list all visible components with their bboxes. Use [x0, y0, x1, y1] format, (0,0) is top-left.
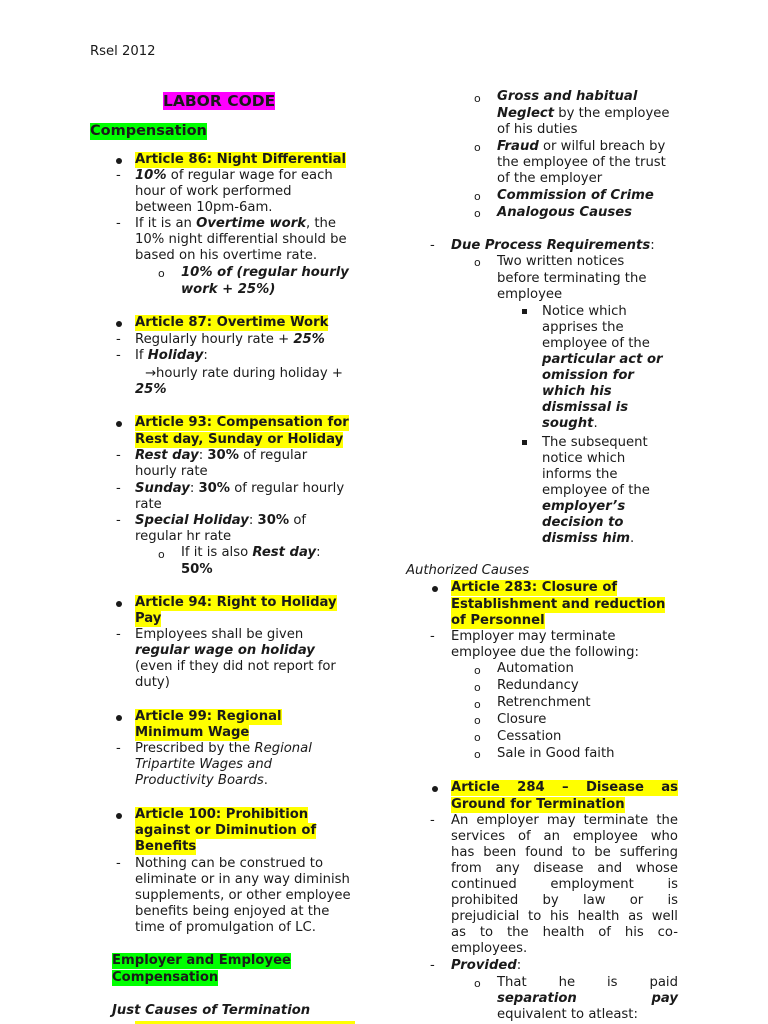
- article-93-line: Rest day: 30% of regular: [135, 448, 308, 463]
- article-93-line: Sunday: 30% of regular hourly: [135, 481, 345, 496]
- circle-bullet-icon: o: [158, 267, 165, 280]
- article-99-line: Productivity Boards.: [135, 773, 268, 788]
- dash-marker: -: [430, 238, 435, 253]
- article-284-line: prejudicial to his health as well: [451, 909, 678, 924]
- article-87-line: If Holiday:: [135, 348, 208, 363]
- article-284-heading: Ground for Termination: [451, 797, 625, 812]
- bullet-dot: [116, 321, 122, 327]
- notice-line: informs the: [542, 467, 618, 482]
- just-cause-item: the employee of the trust: [497, 155, 666, 170]
- circle-bullet-icon: o: [474, 731, 481, 744]
- document-title: LABOR CODE: [163, 92, 276, 110]
- bullet-dot: [116, 421, 122, 427]
- notice-line: dismissal is: [542, 400, 629, 415]
- due-process-heading: Due Process Requirements:: [451, 238, 655, 253]
- dash-marker: -: [116, 448, 121, 463]
- article-100-heading: Benefits: [135, 839, 197, 854]
- article-94-heading: Article 94: Right to Holiday: [135, 595, 337, 610]
- article-283-line: employee due the following:: [451, 645, 639, 660]
- notice-line: apprises the: [542, 320, 624, 335]
- notice-line: dismiss him.: [542, 531, 635, 546]
- notice-line: decision to: [542, 515, 624, 530]
- article-94-line: (even if they did not report for: [135, 659, 336, 674]
- article-94-line: Employees shall be given: [135, 627, 304, 642]
- dash-marker: -: [430, 813, 435, 828]
- article-93-subitem: 50%: [181, 562, 213, 577]
- just-cause-item: Gross and habitual: [497, 89, 638, 104]
- dash-marker: -: [116, 741, 121, 756]
- dash-marker: -: [116, 332, 121, 347]
- article-100-heading: Article 100: Prohibition: [135, 807, 309, 822]
- provided-item: separation pay: [497, 991, 678, 1006]
- notice-line: employee of the: [542, 336, 650, 351]
- article-93-line: Special Holiday: 30% of: [135, 513, 307, 528]
- circle-bullet-icon: o: [474, 190, 481, 203]
- circle-bullet-icon: o: [474, 141, 481, 154]
- article-283-heading: of Personnel: [451, 613, 545, 628]
- due-process-item: Two written notices: [497, 254, 625, 269]
- square-bullet-icon: [522, 309, 527, 314]
- dash-marker: -: [116, 348, 121, 363]
- article-284-line: prohibited by law or is: [451, 893, 678, 908]
- provided-item: That he is paid: [497, 975, 678, 990]
- bullet-dot: [432, 786, 438, 792]
- subsection-heading-authorized-causes: Authorized Causes: [406, 563, 530, 578]
- article-94-heading: Pay: [135, 611, 162, 626]
- article-86-heading: Article 86: Night Differential: [135, 152, 347, 167]
- dash-marker: -: [116, 216, 121, 231]
- article-86-subitem: 10% of (regular hourly: [181, 265, 349, 280]
- article-284-line: An employer may terminate the: [451, 813, 678, 828]
- article-93-heading: Article 93: Compensation for: [135, 415, 349, 430]
- article-86-line: based on his overtime rate.: [135, 248, 318, 263]
- due-process-item: before terminating the: [497, 271, 647, 286]
- provided-item: equivalent to atleast:: [497, 1007, 638, 1022]
- article-86-subitem: work + 25%): [181, 282, 276, 297]
- article-284-line: employees.: [451, 941, 528, 956]
- section-heading-employer-employee: Employer and Employee: [112, 953, 291, 968]
- subsection-heading-just-causes: Just Causes of Termination: [112, 1003, 311, 1018]
- dash-marker: -: [116, 627, 121, 642]
- list-item: Sale in Good faith: [497, 746, 615, 761]
- article-87-line: →hourly rate during holiday +: [145, 366, 343, 381]
- due-process-item: employee: [497, 287, 563, 302]
- article-99-line: Tripartite Wages and: [135, 757, 273, 772]
- just-cause-item: Analogous Causes: [497, 205, 633, 220]
- article-283-heading: Article 283: Closure of: [451, 580, 618, 595]
- article-94-line: duty): [135, 675, 170, 690]
- article-284-line: services of an employee who: [451, 829, 678, 844]
- just-cause-item: of the employer: [497, 171, 603, 186]
- circle-bullet-icon: o: [474, 664, 481, 677]
- article-284-line: from any disease and whose: [451, 861, 678, 876]
- provided-label: Provided:: [451, 958, 522, 973]
- article-87-line: Regularly hourly rate + 25%: [135, 332, 325, 347]
- notice-line: which his: [542, 384, 612, 399]
- list-item: Retrenchment: [497, 695, 591, 710]
- circle-bullet-icon: o: [158, 548, 165, 561]
- bullet-dot: [116, 813, 122, 819]
- article-87-heading: Article 87: Overtime Work: [135, 315, 329, 330]
- notice-line: sought.: [542, 416, 598, 431]
- circle-bullet-icon: o: [474, 714, 481, 727]
- just-cause-item: Commission of Crime: [497, 188, 654, 203]
- list-item: Redundancy: [497, 678, 579, 693]
- circle-bullet-icon: o: [474, 92, 481, 105]
- article-100-line: supplements, or other employee: [135, 888, 351, 903]
- list-item: Closure: [497, 712, 547, 727]
- article-283-heading: Establishment and reduction: [451, 597, 666, 612]
- article-93-line: regular hr rate: [135, 529, 232, 544]
- article-284-line: has been found to be suffering: [451, 845, 678, 860]
- dash-marker: -: [116, 856, 121, 871]
- circle-bullet-icon: o: [474, 698, 481, 711]
- notice-line: notice which: [542, 451, 626, 466]
- square-bullet-icon: [522, 440, 527, 445]
- article-100-heading: against or Diminution of: [135, 823, 317, 838]
- article-86-line: hour of work performed: [135, 184, 292, 199]
- notice-line: employee of the: [542, 483, 650, 498]
- article-284-line: continued employment is: [451, 877, 678, 892]
- just-cause-item: Fraud or wilful breach by: [497, 139, 666, 154]
- article-100-line: time of promulgation of LC.: [135, 920, 316, 935]
- article-87-line: 25%: [135, 382, 167, 397]
- notice-line: omission for: [542, 368, 634, 383]
- article-86-line: 10% of regular wage for each: [135, 168, 333, 183]
- page-header: Rsel 2012: [90, 44, 156, 59]
- article-93-line: rate: [135, 497, 162, 512]
- article-99-line: Prescribed by the Regional: [135, 741, 312, 756]
- article-283-line: Employer may terminate: [451, 629, 616, 644]
- just-cause-item: of his duties: [497, 122, 578, 137]
- article-93-line: hourly rate: [135, 464, 208, 479]
- article-100-line: benefits being enjoyed at the: [135, 904, 330, 919]
- article-86-line: between 10pm-6am.: [135, 200, 273, 215]
- circle-bullet-icon: o: [474, 256, 481, 269]
- dash-marker: -: [430, 629, 435, 644]
- notice-line: The subsequent: [542, 435, 648, 450]
- article-93-subitem: If it is also Rest day:: [181, 545, 321, 560]
- article-93-heading: Rest day, Sunday or Holiday: [135, 432, 344, 447]
- section-heading-employer-employee: Compensation: [112, 970, 219, 985]
- dash-marker: -: [116, 168, 121, 183]
- circle-bullet-icon: o: [474, 977, 481, 990]
- circle-bullet-icon: o: [474, 207, 481, 220]
- circle-bullet-icon: o: [474, 681, 481, 694]
- bullet-dot: [432, 586, 438, 592]
- article-94-line: regular wage on holiday: [135, 643, 315, 658]
- article-100-line: Nothing can be construed to: [135, 856, 324, 871]
- bullet-dot: [116, 601, 122, 607]
- just-cause-item: Neglect by the employee: [497, 106, 670, 121]
- article-284-heading: Article 284 – Disease as: [451, 780, 678, 795]
- list-item: Cessation: [497, 729, 562, 744]
- article-99-heading: Minimum Wage: [135, 725, 250, 740]
- article-86-line: If it is an Overtime work, the: [135, 216, 337, 231]
- article-100-line: eliminate or in any way diminish: [135, 872, 350, 887]
- dash-marker: -: [430, 958, 435, 973]
- dash-marker: -: [116, 481, 121, 496]
- list-item: Automation: [497, 661, 574, 676]
- article-99-heading: Article 99: Regional: [135, 709, 282, 724]
- article-86-line: 10% night differential should be: [135, 232, 347, 247]
- bullet-dot: [116, 158, 122, 164]
- notice-line: particular act or: [542, 352, 663, 367]
- notice-line: Notice which: [542, 304, 627, 319]
- notice-line: employer’s: [542, 499, 626, 514]
- section-heading-compensation: Compensation: [90, 123, 207, 139]
- circle-bullet-icon: o: [474, 748, 481, 761]
- dash-marker: -: [116, 513, 121, 528]
- article-284-line: as to the health of his co-: [451, 925, 678, 940]
- bullet-dot: [116, 715, 122, 721]
